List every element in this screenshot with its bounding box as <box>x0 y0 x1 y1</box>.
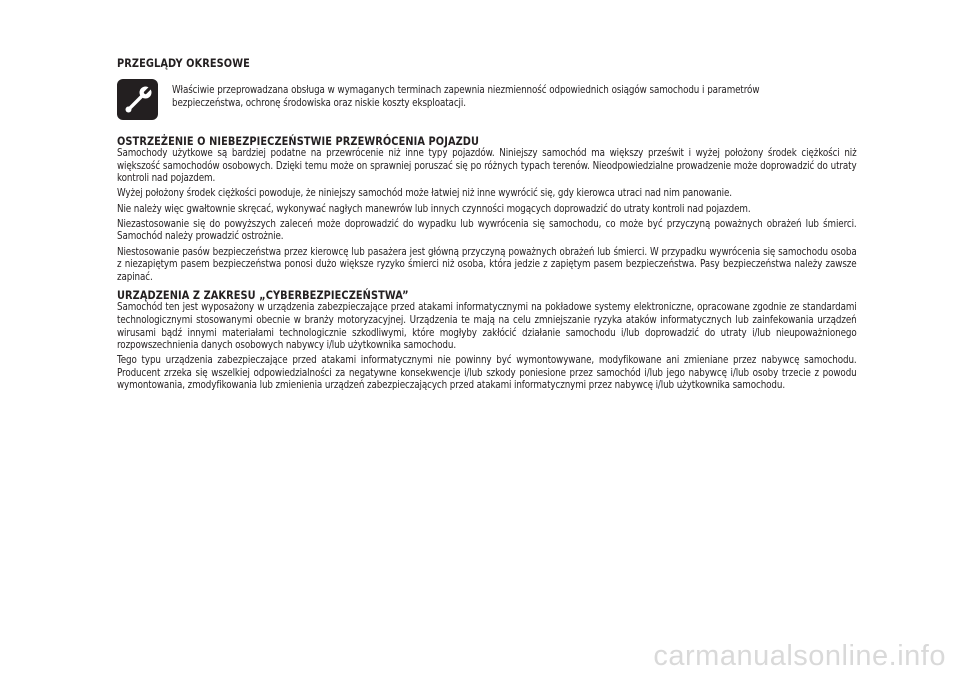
rollover-paragraph: Wyżej położony środek ciężkości powoduje, że niniejszy samochód może łatwiej niż inne wywrócić się, gdy kierowca utraci nad nim panowanie. <box>117 188 732 200</box>
cybersecurity-paragraph: Samochód ten jest wyposażony w urządzenia zabezpieczające przed atakami informatycznymi na pokładowe systemy elektroniczne, opracowane zgodnie ze standardami technologicznymi stosowanymi obecnie w branży motoryzacyjnej. Urządzenia te mają na celu zmniejszanie ryzyka ataków informatycznych lub zainfekowania urządzeń wirusami bądź innymi materiałami technologicznie szkodliwymi, które mogłyby zakłócić działanie samochodu i/lub doprowadzić do utraty i/lub nieupoważnionego rozpowszechnienia danych osobowych nabywcy i/lub użytkownika samochodu. <box>117 302 857 352</box>
cybersecurity-paragraph: Tego typu urządzenia zabezpieczające przed atakami informatycznymi nie powinny być wymontowywane, modyfikowane ani zmieniane przez nabywcę samochodu. Producent zrzeka się wszelkiej odpowiedzialności za negatywne konsekwencje i/lub szkody poniesione przez samochód i/lub jego nabywcę i/lub osoby trzecie z powodu wymontowania, zmodyfikowania lub zmienienia urządzeń zabezpieczających przed atakami informatycznymi przez nabywcę i/lub użytkownika samochodu. <box>117 355 857 392</box>
wrench-icon <box>117 79 158 120</box>
rollover-paragraph: Nie należy więc gwałtownie skręcać, wykonywać nagłych manewrów lub innych czynności mogących doprowadzić do utraty kontroli nad pojazdem. <box>117 203 751 215</box>
watermark-text: carmanualsonline.info <box>653 640 946 672</box>
section-title-cybersecurity: URZĄDZENIA Z ZAKRESU „CYBERBEZPIECZEŃSTWA” <box>117 288 409 303</box>
manual-page <box>117 56 855 396</box>
section-title-periodic-service: PRZEGLĄDY OKRESOWE <box>117 56 250 70</box>
service-intro-text: Właściwie przeprowadzana obsługa w wymaganych terminach zapewnia niezmienność odpowiednich osiągów samochodu i parametrów bezpieczeństwa, ochronę środowiska oraz niskie koszty eksploatacji. <box>172 85 760 109</box>
rollover-paragraph: Niezastosowanie się do powyższych zaleceń może doprowadzić do wypadku lub wywrócenia się samochodu, co może być przyczyną poważnych obrażeń lub śmierci. Samochód należy prowadzić ostrożnie. <box>117 218 857 243</box>
rollover-paragraph: Samochody użytkowe są bardziej podatne na przewrócenie niż inne typy pojazdów. Niniejszy samochód ma większy prześwit i wyżej położony środek ciężkości niż większość samochodów osobowych. Dzięki temu może on sprawniej poruszać się po różnych typach terenów. Nieodpowiedzialne prowadzenie może doprowadzić do utraty kontroli nad pojazdem. <box>117 148 857 185</box>
service-intro <box>117 79 855 120</box>
rollover-paragraph: Niestosowanie pasów bezpieczeństwa przez kierowcę lub pasażera jest główną przyczyną poważnych obrażeń lub śmierci. W przypadku wywrócenia się samochodu osoba z niezapiętym pasem bezpieczeństwa ponosi dużo większe ryzyko śmierci niż osoba, która jedzie z zapiętym pasem bezpieczeństwa. Pasy bezpieczeństwa należy zawsze zapinać. <box>117 246 857 283</box>
section-title-rollover-warning: OSTRZEŻENIE O NIEBEZPIECZEŃSTWIE PRZEWRÓCENIA POJAZDU <box>117 134 480 148</box>
